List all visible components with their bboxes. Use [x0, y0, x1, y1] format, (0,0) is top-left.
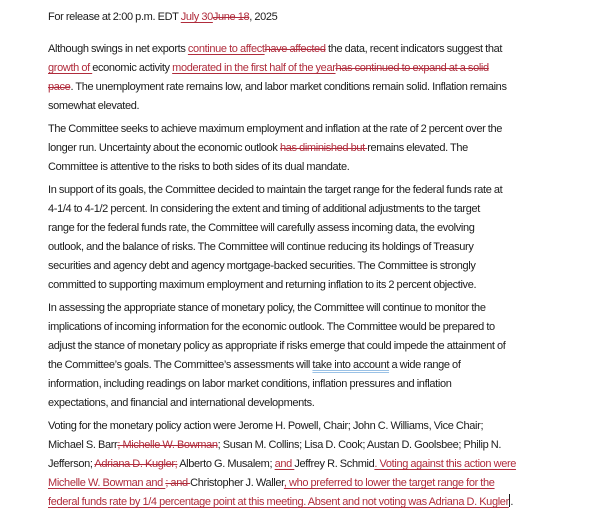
- text-line: [48, 394, 564, 413]
- text-line: [48, 436, 564, 455]
- deleted-text: ; Michelle W. Bowman: [117, 439, 218, 451]
- body-text: securities and agency debt and agency mortgage-backed securities. The Committee is strongly: [48, 260, 476, 272]
- text-line: [48, 493, 564, 512]
- text-line: [48, 375, 564, 394]
- deleted-text: ; and: [165, 477, 191, 489]
- inserted-text: growth of: [48, 62, 93, 74]
- body-text: the data, recent indicators suggest that: [325, 43, 503, 55]
- inserted-text: Michelle W. Bowman and: [48, 477, 166, 489]
- release-line: [48, 8, 564, 27]
- body-text: For release at 2:00 p.m. EDT: [48, 11, 181, 23]
- paragraph: [48, 299, 564, 413]
- body-text: the Committee’s goals. The Committee’s assessments will: [48, 359, 313, 371]
- deleted-text: have affected: [264, 43, 326, 55]
- body-text: , 2025: [249, 11, 278, 23]
- body-text: somewhat elevated.: [48, 100, 140, 112]
- text-line: [48, 78, 564, 97]
- body-text: a wide range of: [389, 359, 461, 371]
- body-text: Voting for the monetary policy action were Jerome H. Powell, Chair; John C. Williams, Vice Chair;: [48, 420, 484, 432]
- grammar-flagged-text: take into account: [312, 359, 390, 371]
- text-line: [48, 276, 564, 295]
- text-line: [48, 474, 564, 493]
- body-text: longer run. Uncertainty about the economic outlook: [48, 142, 280, 154]
- text-line: [48, 219, 564, 238]
- body-text: adjust the stance of monetary policy as appropriate if risks emerge that could impede the attainment of: [48, 340, 506, 352]
- body-text: Committee is attentive to the risks to both sides of its dual mandate.: [48, 161, 350, 173]
- body-text: .: [510, 496, 514, 508]
- text-line: [48, 356, 564, 375]
- body-text: outlook, and the balance of risks. The Committee will continue reducing its holdings of Treasury: [48, 241, 474, 253]
- text-line: [48, 181, 564, 200]
- inserted-text: , who preferred to lower the target range for the: [283, 477, 495, 489]
- paragraph: [48, 120, 564, 177]
- body-text: Although swings in net exports: [48, 43, 188, 55]
- inserted-text: . Voting against this action were: [374, 458, 517, 470]
- inserted-text: moderated in the first half of the year: [172, 62, 336, 74]
- body-text: information, including readings on labor market conditions, inflation pressures and inflation: [48, 378, 452, 390]
- body-text: . The unemployment rate remains low, and labor market conditions remain solid. Inflation remains: [70, 81, 507, 93]
- paragraph: [48, 417, 564, 512]
- body-text: Alberto G. Musalem;: [177, 458, 275, 470]
- text-line: [48, 139, 564, 158]
- body-text: implications of incoming information for the economic outlook. The Committee would be prepared to: [48, 321, 495, 333]
- deleted-text: has continued to expand at a solid: [335, 62, 489, 74]
- deleted-text: pace: [48, 81, 71, 93]
- text-line: [48, 299, 564, 318]
- body-text: expectations, and financial and international developments.: [48, 397, 315, 409]
- body-text: Michael S. Barr: [48, 439, 118, 451]
- body-text: committed to supporting maximum employment and returning inflation to its 2 percent objective.: [48, 279, 477, 291]
- text-line: [48, 97, 564, 116]
- text-line: [48, 238, 564, 257]
- body-text: 4-1/4 to 4-1/2 percent. In considering the extent and timing of additional adjustments to the target: [48, 203, 480, 215]
- body-text: range for the federal funds rate, the Committee will carefully assess incoming data, the evolving: [48, 222, 475, 234]
- inserted-text: continue to affect: [187, 43, 265, 55]
- text-line: [48, 8, 564, 27]
- inserted-text: and: [274, 458, 295, 470]
- text-line: [48, 40, 564, 59]
- deleted-text: June 18: [212, 11, 250, 23]
- body-text: economic activity: [92, 62, 173, 74]
- body-text: ; Susan M. Collins; Lisa D. Cook; Austan D. Goolsbee; Philip N.: [217, 439, 502, 451]
- body-text: In support of its goals, the Committee decided to maintain the target range for the federal funds rate at: [48, 184, 503, 196]
- body-text: The Committee seeks to achieve maximum employment and inflation at the rate of 2 percent over the: [48, 123, 503, 135]
- body-text: Jefferson;: [48, 458, 95, 470]
- text-line: [48, 417, 564, 436]
- text-line: [48, 59, 564, 78]
- paragraph: [48, 181, 564, 295]
- text-line: [48, 455, 564, 474]
- text-line: [48, 120, 564, 139]
- body-text: Christopher J. Waller: [190, 477, 284, 489]
- body-text: remains elevated. The: [367, 142, 468, 154]
- inserted-text: July 30: [180, 11, 213, 23]
- inserted-text: federal funds rate by 1/4 percentage point at this meeting. Absent and not voting was Adriana D. Kugler: [48, 496, 509, 508]
- text-line: [48, 337, 564, 356]
- body-text: In assessing the appropriate stance of monetary policy, the Committee will continue to monitor the: [48, 302, 486, 314]
- deleted-text: Adriana D. Kugler;: [94, 458, 178, 470]
- body-text: Jeffrey R. Schmid: [294, 458, 375, 470]
- text-line: [48, 200, 564, 219]
- text-line: [48, 158, 564, 177]
- deleted-text: has diminished but: [279, 142, 368, 154]
- paragraph: [48, 40, 564, 116]
- text-line: [48, 318, 564, 337]
- text-line: [48, 257, 564, 276]
